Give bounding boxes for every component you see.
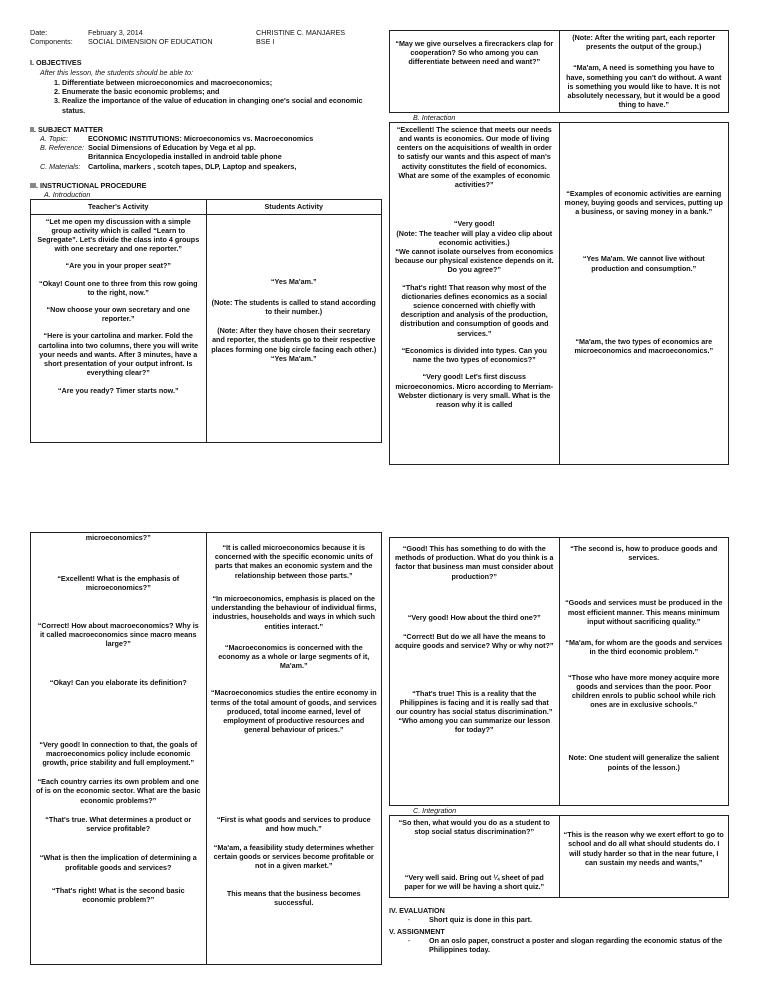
teacher-line: “So then, what would you do as a student to stop social status discrimination?” xyxy=(398,818,550,837)
student-line: Note: One student will generalize the salient points of the lesson.) xyxy=(568,753,720,772)
teacher-line: “What is then the implication of determining a profitable goods and services? xyxy=(39,853,197,872)
objective-item: 1. Differentiate between microeconomics and macroeconomics; xyxy=(62,78,382,87)
page-3 xyxy=(30,532,382,965)
components-value: SOCIAL DIMENSION OF EDUCATION xyxy=(88,37,213,47)
teacher-line: “May we give ourselves a firecrackers clap for cooperation? So who among you can differentiate between need and want?” xyxy=(395,39,554,67)
teacher-line: “That's right! What is the second basic economic problem?” xyxy=(51,885,185,904)
student-line: “Goods and services must be produced in the most efficient manner. This means minimum input without sacrificing quality.” xyxy=(565,598,723,626)
reference-value-2: Britannica Encyclopedia installed in android table phone xyxy=(88,152,282,162)
student-line: “Ma'am, a feasibility study determines whether certain goods or services become profitable or not in a given market.” xyxy=(213,842,374,871)
students-activity-cell xyxy=(559,31,729,113)
bullet-dash: - xyxy=(407,935,411,945)
teacher-line: “Very good! In connection to that, the goals of macroeconomics policy include economic growth, price stability and full employment.” xyxy=(39,739,198,767)
students-activity-cell xyxy=(559,122,729,464)
student-line: “First is what goods and services to produce and how much.” xyxy=(216,814,371,833)
student-line: (Note: After they have chosen their secretary and reporter, the students go to their respective places forming one big circle facing each other.) xyxy=(211,326,377,354)
evaluation-text: Short quiz is done in this part. xyxy=(429,915,533,925)
student-line: “Ma'am, the two types of economics are microeconomics and macroeconomics.” xyxy=(574,336,714,356)
writing-table xyxy=(389,30,729,113)
teacher-line: “Here is your cartolina and marker. Fold the cartolina into two columns, there you will write your needs and wants. After 3 minutes, have a short presentation of your output infront. Is everything clear?” xyxy=(38,331,199,378)
teacher-line: “Okay! Count one to three from this row going to the right, now.” xyxy=(38,278,198,297)
evaluation-item xyxy=(389,915,729,924)
student-line: “Yes Ma'am.” xyxy=(270,353,317,363)
interaction-table xyxy=(389,122,729,465)
student-line: This means that the business becomes successful. xyxy=(226,888,361,907)
students-activity-cell xyxy=(206,533,382,965)
integration-subheading: C. Integration xyxy=(413,806,457,815)
course-value: BSE I xyxy=(256,37,275,47)
teacher-line: “Very good! How about the third one?” xyxy=(407,612,541,622)
interaction-table-end xyxy=(389,537,729,806)
student-line: “Those who have more money acquire more goods and services than the poor. Poor children enrols to public school while rich ones are in exclusive schools.” xyxy=(568,672,720,710)
date-label: Date: xyxy=(30,28,48,37)
teacher-activity-cell xyxy=(390,122,560,464)
teacher-line: “Are you ready? Timer starts now.” xyxy=(57,385,179,395)
reference-value: Social Dimensions of Education by Vega et al pp. xyxy=(88,143,256,153)
student-line: “In microeconomics, emphasis is placed on the understanding the behaviour of individual firms, industries, households and ways in which such entities interact.” xyxy=(211,593,377,631)
teacher-line: “Excellent! The science that meets our needs and wants is economics. Our mode of living centers on the acquisitions of wealth in order to satisfy our wants and this aspect of man's activity constitutes the field of economics. What are some of the examples of economic activities?” xyxy=(396,124,552,190)
student-line: “Macroeconomics studies the entire economy in terms of the total amount of goods, and services produced, total income earned, level of employment of productive resources and general behaviour of prices.” xyxy=(210,688,377,735)
interaction-table-continued xyxy=(30,532,382,965)
teacher-line: “Each country carries its own problem and one of is on the economic sector. What are the basic economic problems?” xyxy=(35,777,201,805)
student-line: “Ma'am, for whom are the goods and services in the third economic problem.” xyxy=(565,638,723,657)
teacher-line: microeconomics?” xyxy=(85,533,151,542)
topic-value: ECONOMIC INSTITUTIONS: Microeconomics vs. Macroeconomics xyxy=(88,133,314,143)
teacher-line: “Okay! Can you elaborate its definition? xyxy=(49,678,187,688)
teacher-line: “Excellent! What is the emphasis of microeconomics?” xyxy=(57,574,180,593)
student-line: “Yes Ma'am.” xyxy=(270,276,317,286)
teacher-line: “Very good! (Note: The teacher will play a video clip about economic activities.) “We cannot isolate ourselves from economics because our physical existence depends on it. Do you agree?” xyxy=(394,219,554,275)
students-activity-cell xyxy=(559,538,729,806)
students-activity-header: Students Activity xyxy=(206,200,382,214)
student-line: “This is the reason why we exert effort to go to school and do all what should students do. I will study harder so that in the near future, I can sustain my needs and wants,” xyxy=(563,830,724,867)
student-line: “Macroeconomics is concerned with the economy as a whole or large segments of it, Ma'am.” xyxy=(218,642,370,671)
teacher-activity-header: Teacher's Activity xyxy=(31,200,207,214)
teacher-activity-cell xyxy=(390,538,560,806)
assignment-item xyxy=(389,936,729,954)
objectives-heading: I. OBJECTIVES xyxy=(30,58,82,68)
materials-value: Cartolina, markers , scotch tapes, DLP, Laptop and speakers, xyxy=(88,161,297,171)
teacher-line: “Let me open my discussion with a simple group activity which is called “Learn to Segregate”. Let's divide the class into 4 groups with one secretary and one reporter.” xyxy=(37,216,200,254)
teacher-line: “Correct! But do we all have the means to acquire goods and service? Why or why not?” xyxy=(394,632,554,651)
teacher-line: “Economics is divided into types. Can you name the two types of economics?” xyxy=(401,345,547,365)
teacher-line: “That's true. What determines a product or service profitable? xyxy=(45,814,192,834)
teacher-activity-cell xyxy=(390,31,560,113)
student-line: “Ma'am, A need is something you have to have, something you can't do without. A want is something you would like to have. It is not absolutely necessary, but it would be a good thing to have.” xyxy=(566,63,722,110)
teacher-activity-cell xyxy=(31,533,207,965)
components-label: Components: xyxy=(30,37,73,47)
subject-matter-block xyxy=(30,134,382,171)
teacher-line: “That's true! This is a reality that the Philippines is facing and it is really sad that our country has social status discrimination.” “Who among you can summarize our lesson for today?” xyxy=(395,688,553,735)
student-line: “Yes Ma'am. We cannot live without production and consumption.” xyxy=(582,254,705,273)
students-activity-cell xyxy=(559,816,729,898)
page-1 xyxy=(30,28,382,443)
student-line: “It is called microeconomics because it is concerned with the specific economic units of parts that makes an economic system and the relationship between those parts.” xyxy=(214,543,373,580)
materials-label: C. Materials: xyxy=(40,161,81,171)
date-value: February 3, 2014 xyxy=(88,28,143,37)
student-line: “The second is, how to produce goods and services. xyxy=(570,544,718,563)
author-name: CHRISTINE C. MANJARES xyxy=(256,28,346,37)
teacher-line: “That's right! That reason why most of the dictionaries defines economics as a social science concerned with chiefly with description and analysis of the production, distribution and consumption of goods and services.” xyxy=(399,282,549,338)
teacher-line: “Very good! Let's first discuss microeconomics. Micro according to Merriam-Webster dictionary is very small. What is the reason why it is called xyxy=(395,372,554,409)
students-activity-cell xyxy=(206,214,382,442)
assignment-text: On an oslo paper, construct a poster and slogan regarding the economic status of the Philippines today. xyxy=(429,935,723,955)
assignment-heading: V. ASSIGNMENT xyxy=(389,926,445,936)
page-2 xyxy=(389,30,729,465)
objectives-intro: After this lesson, the students should be able to: xyxy=(40,67,194,77)
objectives-list xyxy=(30,78,382,115)
teacher-line: “Are you in your proper seat?” xyxy=(65,261,171,271)
teacher-activity-cell xyxy=(31,214,207,442)
bullet-dash: - xyxy=(407,915,411,925)
lesson-header xyxy=(30,28,382,46)
objective-item: 2. Enumerate the basic economic problems; and xyxy=(62,87,382,96)
introduction-subheading: A. Introduction xyxy=(44,190,91,200)
teacher-line: “Now choose your own secretary and one reporter.” xyxy=(46,305,190,324)
interaction-subheading: B. Interaction xyxy=(413,112,456,122)
teacher-line: “Correct! How about macroeconomics? Why is it called macroeconomics since macro means large?” xyxy=(37,620,199,649)
student-line: (Note: After the writing part, each reporter presents the output of the group.) xyxy=(572,33,716,52)
teacher-line: “Good! This has something to do with the methods of production. What do you think is a factor that business man must consider about production?” xyxy=(394,544,554,581)
subject-matter-heading: II. SUBJECT MATTER xyxy=(30,124,103,134)
student-line: “Examples of economic activities are earning money, buying goods and services, putting up a business, or saving money in a bank.” xyxy=(564,188,723,217)
integration-table xyxy=(389,815,729,898)
student-line: (Note: The students is called to stand according to their number.) xyxy=(211,297,376,316)
evaluation-heading: IV. EVALUATION xyxy=(389,906,445,916)
teacher-activity-cell xyxy=(390,816,560,898)
page-4 xyxy=(389,537,729,954)
objective-item: 3. Realize the importance of the value of education in changing one's social and economic status. xyxy=(62,96,382,114)
topic-label: A. Topic: xyxy=(40,133,68,143)
introduction-table xyxy=(30,199,382,442)
procedure-heading: III. INSTRUCTIONAL PROCEDURE xyxy=(30,180,147,190)
reference-label: B. Reference: xyxy=(40,143,84,153)
teacher-line: “Very well said. Bring out ¼ sheet of pad paper for we will be having a short quiz.” xyxy=(404,872,545,891)
